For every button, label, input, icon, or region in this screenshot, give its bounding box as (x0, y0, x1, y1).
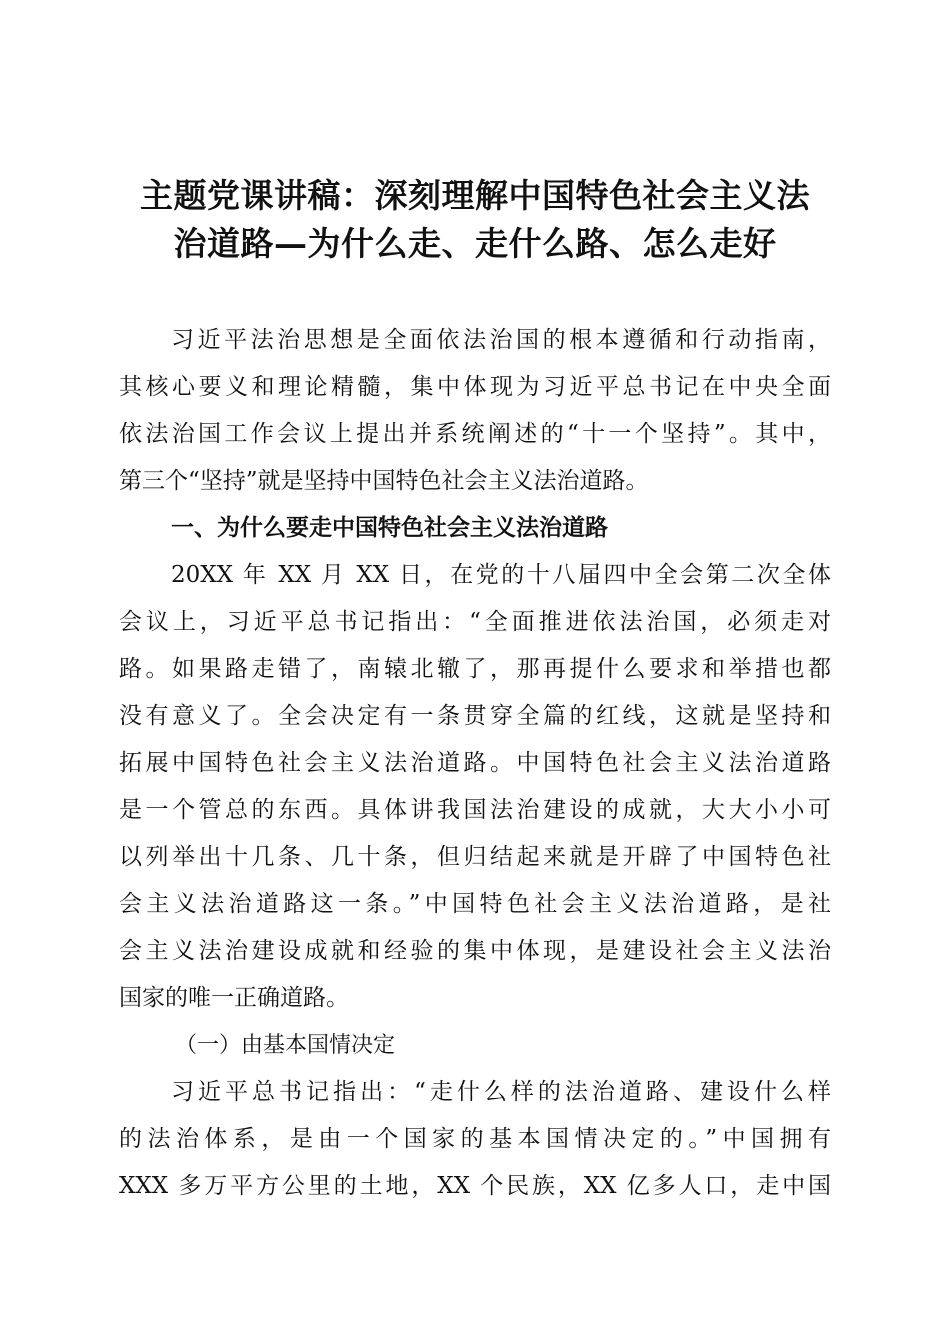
paragraph-intro (119, 317, 831, 505)
title-line-2: 治道路—为什么走、走什么路、怎么走好 (173, 224, 777, 263)
section-heading-1: 一、为什么要走中国特色社会主义法治道路 (171, 515, 608, 541)
paragraph-line: 第三个“坚持”就是坚持中国特色社会主义法治道路。 (119, 468, 649, 494)
paragraph-line: 其核心要义和理论精髓，集中体现为习近平总书记在中央全面 (119, 374, 831, 400)
paragraph-subsection-1 (119, 1069, 831, 1210)
paragraph-line: 路。如果路走错了，南辕北辙了，那再提什么要求和举措也都 (119, 656, 831, 682)
paragraph-line: XXX 多万平方公里的土地，XX 个民族，XX 亿多人口，走中国 (119, 1173, 831, 1199)
paragraph-line: 习近平总书记指出：“走什么样的法治道路、建设什么样 (171, 1079, 831, 1105)
paragraph-line: 以列举出十几条、几十条，但归结起来就是开辟了中国特色社 (119, 844, 831, 870)
paragraph-line: 会主义法治道路这一条。”中国特色社会主义法治道路，是社 (119, 891, 831, 917)
paragraph-line: 习近平法治思想是全面依法治国的根本遵循和行动指南， (171, 327, 831, 353)
title-line-1: 主题党课讲稿：深刻理解中国特色社会主义法 (140, 176, 810, 215)
paragraph-line: 依法治国工作会议上提出并系统阐述的“十一个坚持”。其中， (119, 421, 831, 447)
paragraph-line: 拓展中国特色社会主义法治道路。中国特色社会主义法治道路 (119, 750, 831, 776)
paragraph-section-1 (119, 552, 831, 1022)
paragraph-line: 的法治体系，是由一个国家的基本国情决定的。”中国拥有 (119, 1126, 831, 1152)
paragraph-line: 会主义法治建设成就和经验的集中体现，是建设社会主义法治 (119, 938, 831, 964)
document-title (100, 172, 850, 268)
document-body (119, 317, 831, 1210)
paragraph-line: 会议上，习近平总书记指出：“全面推进依法治国，必须走对 (119, 609, 831, 635)
paragraph-line: 20XX 年 XX 月 XX 日，在党的十八届四中全会第二次全体 (171, 562, 831, 588)
paragraph-line: 国家的唯一正确道路。 (119, 985, 349, 1011)
paragraph-line: 是一个管总的东西。具体讲我国法治建设的成就，大大小小可 (119, 797, 831, 823)
subsection-heading-1: （一）由基本国情决定 (175, 1033, 396, 1058)
paragraph-line: 没有意义了。全会决定有一条贯穿全篇的红线，这就是坚持和 (119, 703, 831, 729)
